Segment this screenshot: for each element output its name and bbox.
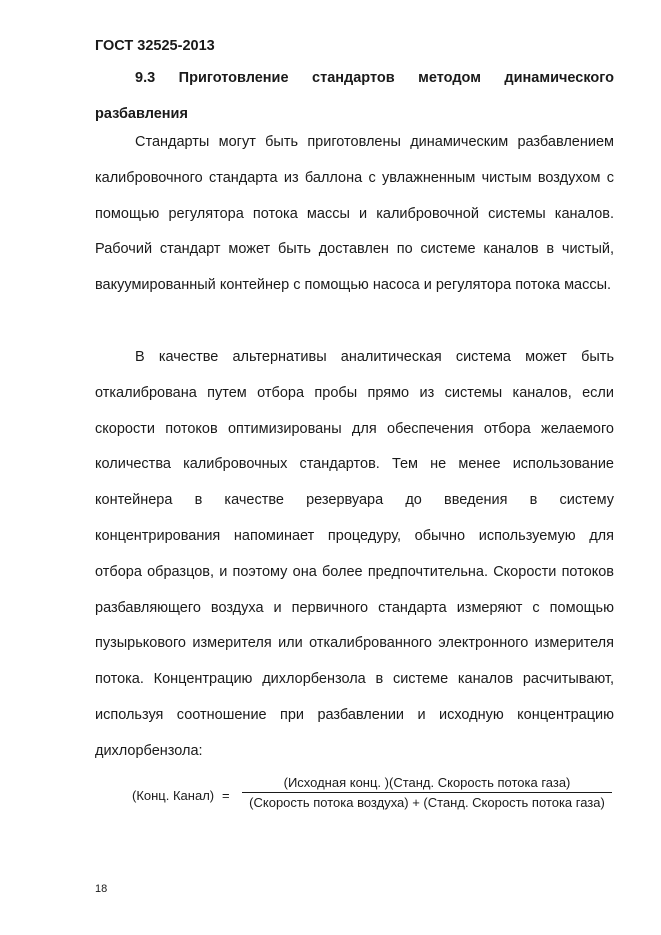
page-number: 18	[95, 883, 108, 895]
paragraph-1: Стандарты могут быть приготовлены динамическим разбавлением калибровочного стандарта из баллона с увлажненным чистым воздухом с помощью регулятора потока массы и калибровочной системы каналов. Рабочий стандарт может быть доставлен по системе каналов в чистый, вакуумированный контейнер с помощью насоса и регулятора потока массы.	[95, 134, 614, 294]
formula-fraction	[242, 775, 612, 810]
formula-numerator: (Исходная конц. )(Станд. Скорость потока газа)	[242, 775, 612, 793]
formula-lhs: (Конц. Канал)	[132, 788, 215, 803]
formula-denominator: (Скорость потока воздуха) + (Станд. Скорость потока газа)	[249, 795, 605, 810]
document-header-standard-code: ГОСТ 32525-2013	[95, 38, 215, 54]
formula-equals-sign: =	[222, 788, 230, 803]
section-heading: 9.3 Приготовление стандартов методом динамического разбавления	[95, 70, 614, 122]
paragraph-2: В качестве альтернативы аналитическая система может быть откалибрована путем отбора пробы прямо из системы каналов, если скорости потоков оптимизированы для обеспечения отбора желаемого количества калибровочных стандартов. Тем не менее использование контейнера в качестве резервуара до введения в систему концентрирования напоминает процедуру, обычно используемую для отбора образцов, и поэтому она более предпочтительна. Скорости потоков разбавляющего воздуха и первичного стандарта измеряют с помощью пузырькового измерителя или откалиброванного электронного измерителя потока. Концентрацию дихлорбензола в системе каналов расчитывают, используя соотношение при разбавлении и исходную концентрацию дихлорбензола:	[95, 349, 614, 759]
dilution-formula	[132, 775, 612, 815]
